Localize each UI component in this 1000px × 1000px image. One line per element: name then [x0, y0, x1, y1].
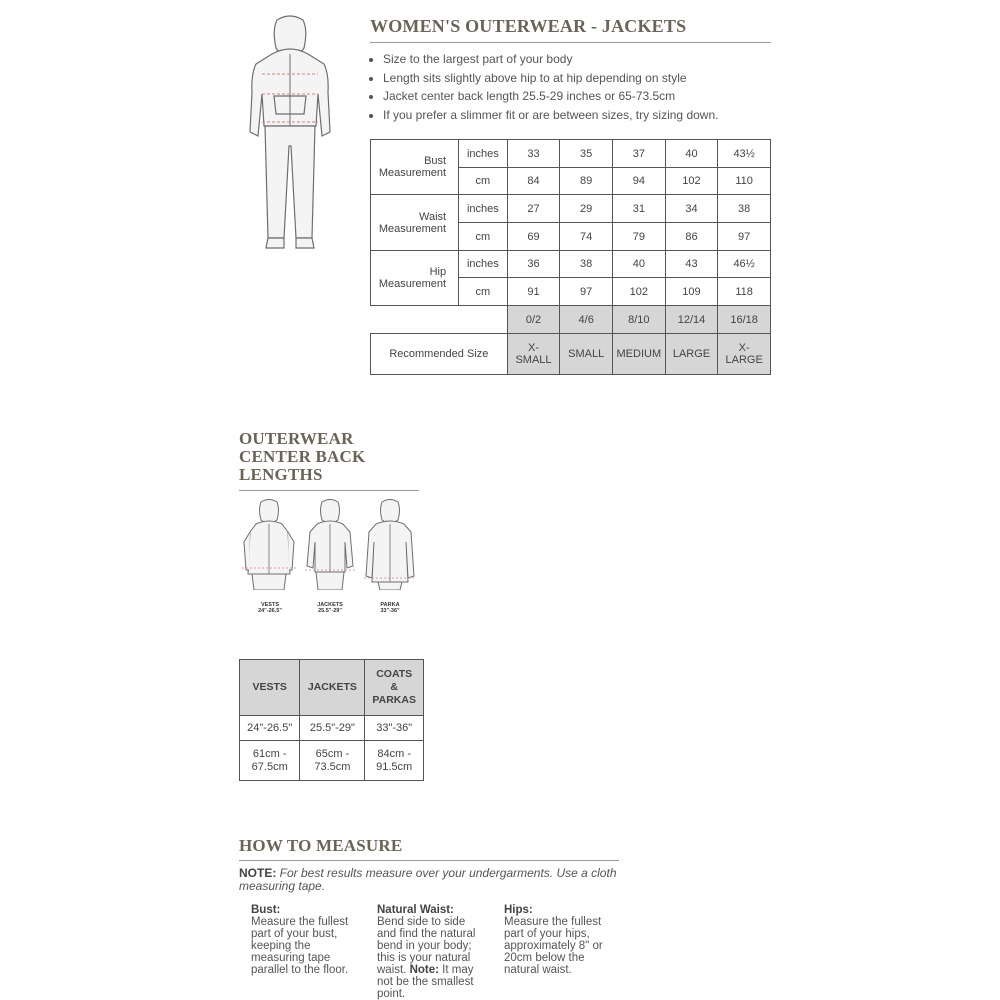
parka-figure-caption: PARKA 33"-36" — [380, 602, 400, 614]
parkas-cm: 84cm - 91.5cm — [365, 741, 424, 781]
vests-inches: 24"-26.5" — [240, 716, 300, 741]
bust-label: Bust Measurement — [371, 140, 459, 195]
hip-cm-cell: 91 — [507, 278, 560, 306]
hip-cm-cell: 118 — [718, 278, 771, 306]
hip-inches-cell: 40 — [613, 251, 666, 278]
size-name-cell: SMALL — [560, 334, 613, 375]
fit-note: • If you prefer a slimmer fit or are between sizes, try sizing down. — [383, 106, 803, 125]
unit-cm: cm — [459, 278, 508, 306]
hip-inches-cell: 36 — [507, 251, 560, 278]
jackets-inches: 25.5"-29" — [300, 716, 365, 741]
bust-inches-cell: 40 — [665, 140, 718, 168]
hip-inches-cell: 46½ — [718, 251, 771, 278]
fit-note: • Size to the largest part of your body — [383, 50, 803, 69]
recommended-size-label: Recommended Size — [371, 334, 508, 375]
back-length-table — [239, 659, 424, 781]
woman-jacket-figure-icon — [244, 14, 336, 264]
backlengths-section-title: OUTERWEAR CENTER BACK LENGTHS — [239, 429, 366, 484]
jackets-section-title: WOMEN'S OUTERWEAR - JACKETS — [370, 16, 687, 36]
unit-inches: inches — [459, 195, 508, 223]
bust-inches-cell: 43½ — [718, 140, 771, 168]
bust-cm-cell: 102 — [665, 168, 718, 195]
waist-cm-cell: 97 — [718, 223, 771, 251]
howto-section-title: HOW TO MEASURE — [239, 836, 403, 855]
waist-cm-cell: 69 — [507, 223, 560, 251]
blank-cell — [371, 306, 508, 334]
vest-figure-caption: VESTS 24"-26.5" — [258, 602, 282, 614]
hips-instructions: Hips: Measure the fullest part of your hips, approximately 8" or 20cm below the natural waist. — [504, 904, 603, 976]
waist-inches-cell: 31 — [613, 195, 666, 223]
hip-cm-cell: 102 — [613, 278, 666, 306]
bust-inches-cell: 33 — [507, 140, 560, 168]
size-name-cell: LARGE — [665, 334, 718, 375]
jacket-figure-icon — [304, 498, 356, 590]
vests-cm: 61cm - 67.5cm — [240, 741, 300, 781]
unit-cm: cm — [459, 168, 508, 195]
size-name-cell: X- LARGE — [718, 334, 771, 375]
parka-figure-icon — [362, 498, 418, 590]
hip-inches-cell: 43 — [665, 251, 718, 278]
vest-figure-icon — [240, 498, 298, 590]
hip-inches-cell: 38 — [560, 251, 613, 278]
size-number-cell: 0/2 — [507, 306, 560, 334]
jacket-size-chart — [370, 139, 771, 375]
coats-parkas-header: COATS & PARKAS — [365, 660, 424, 716]
bust-inches-cell: 37 — [613, 140, 666, 168]
waist-instructions: Natural Waist: Bend side to side and find the natural bend in your body; this is your natural waist. Note: It may not be the smallest point. — [377, 904, 476, 1000]
size-number-cell: 4/6 — [560, 306, 613, 334]
bust-cm-cell: 94 — [613, 168, 666, 195]
waist-inches-cell: 38 — [718, 195, 771, 223]
unit-inches: inches — [459, 251, 508, 278]
fit-note: • Length sits slightly above hip to at hip depending on style — [383, 69, 803, 88]
waist-inches-cell: 27 — [507, 195, 560, 223]
hip-label: Hip Measurement — [371, 251, 459, 306]
size-number-cell: 12/14 — [665, 306, 718, 334]
jackets-title-rule — [370, 42, 771, 43]
bust-inches-cell: 35 — [560, 140, 613, 168]
waist-cm-cell: 74 — [560, 223, 613, 251]
howto-title-rule — [239, 860, 619, 861]
size-number-cell: 16/18 — [718, 306, 771, 334]
size-name-cell: X- SMALL — [507, 334, 560, 375]
bust-cm-cell: 89 — [560, 168, 613, 195]
waist-inches-cell: 29 — [560, 195, 613, 223]
hip-cm-cell: 97 — [560, 278, 613, 306]
size-number-cell: 8/10 — [613, 306, 666, 334]
jacket-figure-caption: JACKETS 25.5"-29" — [317, 602, 343, 614]
bust-instructions: Bust: Measure the fullest part of your bust, keeping the measuring tape parallel to the floor. — [251, 904, 349, 976]
jackets-fit-notes — [370, 50, 803, 124]
waist-cm-cell: 86 — [665, 223, 718, 251]
waist-cm-cell: 79 — [613, 223, 666, 251]
jackets-cm: 65cm - 73.5cm — [300, 741, 365, 781]
unit-cm: cm — [459, 223, 508, 251]
measure-note: NOTE: For best results measure over your undergarments. Use a cloth measuring tape. — [239, 866, 617, 893]
parkas-inches: 33"-36" — [365, 716, 424, 741]
fit-note: • Jacket center back length 25.5-29 inches or 65-73.5cm — [383, 87, 803, 106]
bust-cm-cell: 84 — [507, 168, 560, 195]
vests-header: VESTS — [240, 660, 300, 716]
waist-label: Waist Measurement — [371, 195, 459, 251]
size-name-cell: MEDIUM — [613, 334, 666, 375]
jackets-header: JACKETS — [300, 660, 365, 716]
unit-inches: inches — [459, 140, 508, 168]
backlengths-title-rule — [239, 490, 419, 491]
hip-cm-cell: 109 — [665, 278, 718, 306]
bust-cm-cell: 110 — [718, 168, 771, 195]
waist-inches-cell: 34 — [665, 195, 718, 223]
